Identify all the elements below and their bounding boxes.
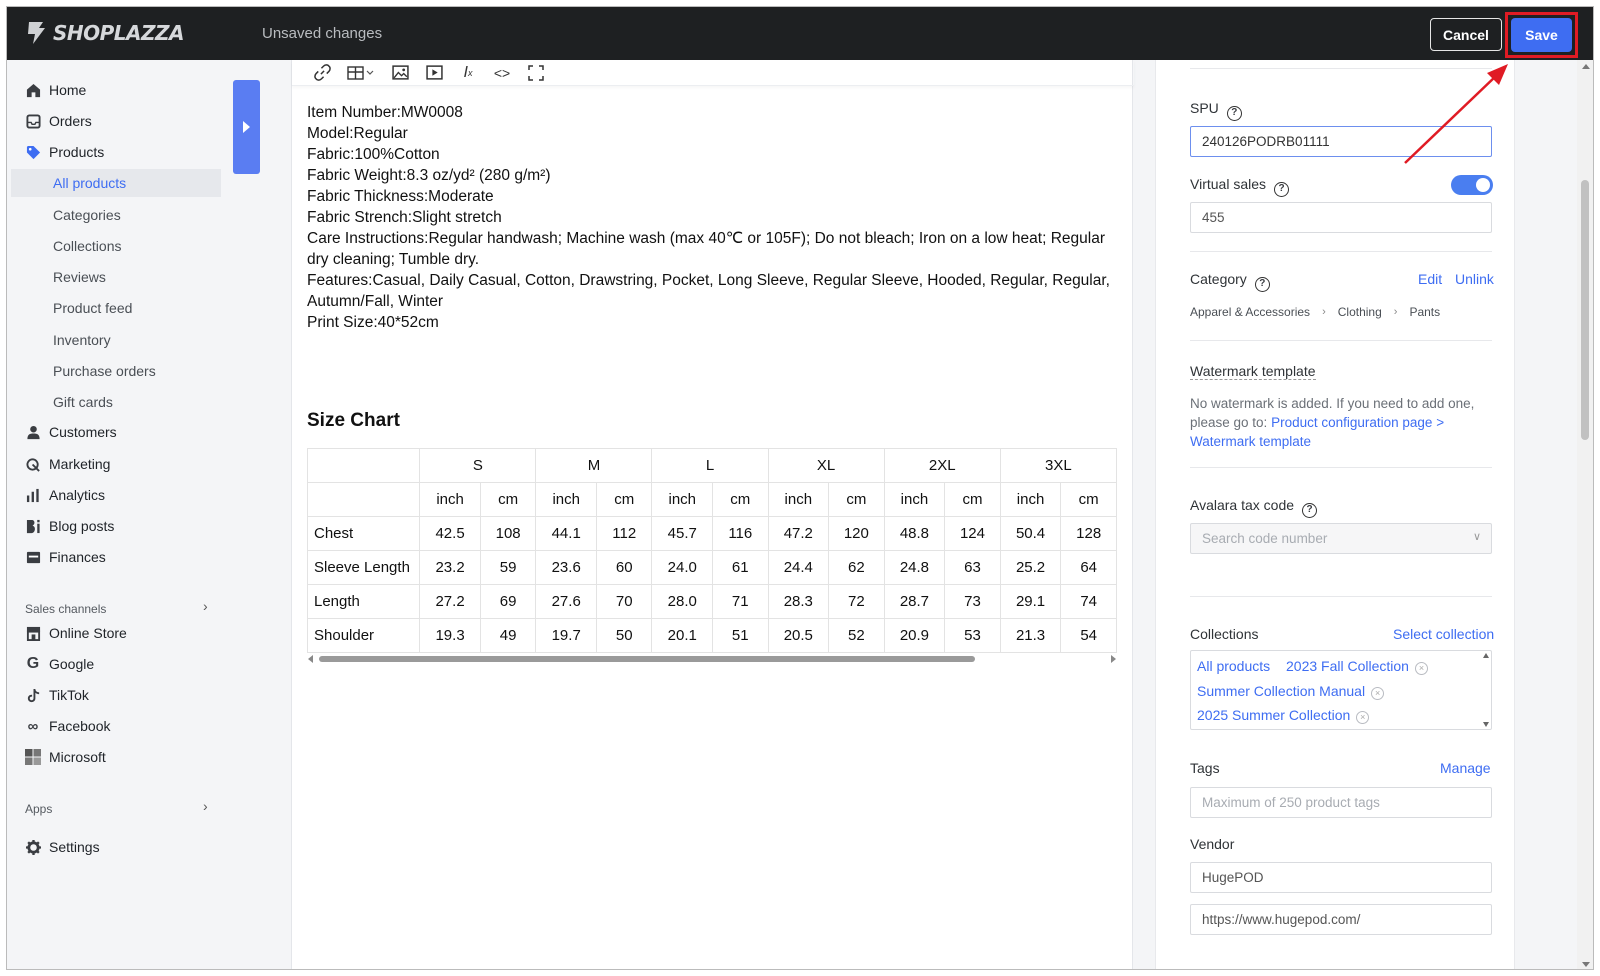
table-corner-cell bbox=[308, 449, 420, 483]
sidebar-subitem-purchase-orders[interactable]: Purchase orders bbox=[53, 363, 156, 379]
divider bbox=[1190, 68, 1492, 69]
description-line: Fabric:100%Cotton bbox=[307, 146, 440, 163]
size-header-cell: 3XL bbox=[1000, 449, 1116, 483]
product-details-panel bbox=[1155, 60, 1515, 970]
save-button[interactable]: Save bbox=[1511, 18, 1572, 52]
spu-input[interactable]: 240126PODRB01111 bbox=[1190, 126, 1492, 157]
measurement-value-cell: 25.2 bbox=[1000, 551, 1061, 585]
tags-input[interactable]: Maximum of 250 product tags bbox=[1190, 787, 1492, 818]
top-bar bbox=[7, 7, 1594, 60]
size-chart-table bbox=[307, 448, 1117, 653]
chevron-down-icon: ∨ bbox=[1472, 531, 1481, 543]
home-icon bbox=[25, 82, 41, 98]
sidebar-subitem-reviews[interactable]: Reviews bbox=[53, 269, 106, 285]
unit-header-cell: cm bbox=[480, 483, 536, 517]
rich-text-editor[interactable] bbox=[291, 60, 1133, 970]
avalara-placeholder: Search code number bbox=[1202, 531, 1328, 546]
measurement-value-cell: 28.3 bbox=[768, 585, 829, 619]
description-line: Features:Casual, Daily Casual, Cotton, Drawstring, Pocket, Long Sleeve, Regular Sleeve, Hooded, Regular, Regular, Autumn/Fall, Winter bbox=[307, 272, 1110, 310]
measurement-value-cell: 51 bbox=[713, 619, 769, 653]
unit-header-cell: cm bbox=[596, 483, 652, 517]
toggle-knob bbox=[1476, 178, 1490, 192]
shoplazza-logo-icon bbox=[25, 20, 47, 46]
measurement-value-cell: 21.3 bbox=[1000, 619, 1061, 653]
scroll-up-arrow-icon[interactable] bbox=[1483, 653, 1489, 658]
measurement-value-cell: 24.4 bbox=[768, 551, 829, 585]
measurement-value-cell: 27.2 bbox=[420, 585, 481, 619]
link-icon[interactable] bbox=[312, 64, 332, 82]
measurement-value-cell: 59 bbox=[480, 551, 536, 585]
virtual-sales-input[interactable]: 455 bbox=[1190, 202, 1492, 233]
measurement-value-cell: 70 bbox=[596, 585, 652, 619]
help-icon[interactable]: ? bbox=[1274, 182, 1289, 197]
measurement-value-cell: 49 bbox=[480, 619, 536, 653]
divider bbox=[1190, 251, 1492, 252]
unit-header-cell: inch bbox=[1000, 483, 1061, 517]
measurement-value-cell: 50.4 bbox=[1000, 517, 1061, 551]
sidebar-subitem-all-products[interactable]: All products bbox=[11, 169, 221, 197]
help-icon[interactable]: ? bbox=[1302, 503, 1317, 518]
description-line: Item Number:MW0008 bbox=[307, 104, 463, 121]
measurement-value-cell: 52 bbox=[829, 619, 885, 653]
help-icon[interactable]: ? bbox=[1255, 277, 1270, 292]
description-line: Fabric Weight:8.3 oz/yd² (280 g/m²) bbox=[307, 167, 551, 184]
unit-header-cell: cm bbox=[713, 483, 769, 517]
collection-chip[interactable]: 2023 Fall Collection × bbox=[1286, 658, 1428, 675]
microsoft-icon bbox=[25, 749, 41, 765]
right-gutter bbox=[1515, 60, 1575, 970]
measurement-label-cell: Sleeve Length bbox=[308, 551, 420, 585]
table-row bbox=[308, 619, 1117, 653]
meta-icon: ∞ bbox=[27, 717, 39, 735]
measurement-value-cell: 23.2 bbox=[420, 551, 481, 585]
chevron-right-icon: › bbox=[1393, 306, 1398, 318]
chevron-right-icon: › bbox=[1322, 306, 1326, 318]
divider bbox=[1190, 467, 1492, 468]
measurement-label-cell: Chest bbox=[308, 517, 420, 551]
help-icon[interactable]: ? bbox=[1227, 106, 1242, 121]
measurement-label-cell: Shoulder bbox=[308, 619, 420, 653]
measurement-label-cell: Length bbox=[308, 585, 420, 619]
avalara-label: Avalara tax code bbox=[1190, 497, 1295, 513]
measurement-value-cell: 20.1 bbox=[652, 619, 713, 653]
size-header-cell: L bbox=[652, 449, 768, 483]
sidebar-item-marketing[interactable]: Marketing bbox=[7, 450, 233, 478]
size-header-cell: M bbox=[536, 449, 652, 483]
size-header-cell: 2XL bbox=[884, 449, 1000, 483]
remove-icon[interactable]: × bbox=[1371, 687, 1384, 700]
logo-text: SHOPLAZZA bbox=[53, 21, 185, 45]
unit-header-cell: inch bbox=[652, 483, 713, 517]
code-icon[interactable]: <> bbox=[493, 64, 511, 81]
description-line: Fabric Thickness:Moderate bbox=[307, 188, 494, 205]
person-icon bbox=[25, 424, 41, 440]
sidebar-item-orders[interactable]: Orders bbox=[7, 107, 233, 135]
table-row bbox=[308, 585, 1117, 619]
measurement-value-cell: 61 bbox=[713, 551, 769, 585]
measurement-value-cell: 24.8 bbox=[884, 551, 945, 585]
sidebar-item-tiktok[interactable]: TikTok bbox=[7, 681, 233, 709]
spu-label-row bbox=[1190, 100, 1242, 121]
chevron-right-icon[interactable]: › bbox=[203, 798, 208, 814]
measurement-value-cell: 24.0 bbox=[652, 551, 713, 585]
category-breadcrumb bbox=[1190, 305, 1440, 319]
table-corner-cell bbox=[308, 483, 420, 517]
measurement-value-cell: 48.8 bbox=[884, 517, 945, 551]
category-crumb: Clothing bbox=[1337, 305, 1382, 319]
measurement-value-cell: 128 bbox=[1061, 517, 1117, 551]
inbox-icon bbox=[25, 113, 41, 129]
category-label-row bbox=[1190, 271, 1270, 292]
apps-label: Apps bbox=[25, 802, 53, 816]
sidebar-item-online-store[interactable]: Online Store bbox=[7, 619, 233, 647]
measurement-value-cell: 19.3 bbox=[420, 619, 481, 653]
bank-icon bbox=[25, 549, 41, 565]
sidebar-item-customers[interactable]: Customers bbox=[7, 418, 233, 446]
measurement-value-cell: 53 bbox=[945, 619, 1001, 653]
measurement-value-cell: 62 bbox=[829, 551, 885, 585]
sidebar-item-facebook[interactable]: ∞ Facebook bbox=[7, 712, 233, 740]
scrollbar-thumb[interactable] bbox=[1581, 180, 1589, 440]
collections-label: Collections bbox=[1190, 626, 1259, 642]
unit-header-cell: cm bbox=[1061, 483, 1117, 517]
collection-chip[interactable]: 2025 Summer Collection × bbox=[1197, 707, 1369, 724]
measurement-value-cell: 69 bbox=[480, 585, 536, 619]
unit-header-row bbox=[308, 483, 1117, 517]
product-description[interactable] bbox=[307, 102, 1122, 333]
category-crumb: Pants bbox=[1409, 305, 1441, 319]
measurement-value-cell: 108 bbox=[480, 517, 536, 551]
measurement-value-cell: 28.7 bbox=[884, 585, 945, 619]
size-header-cell: XL bbox=[768, 449, 884, 483]
measurement-value-cell: 50 bbox=[596, 619, 652, 653]
description-line: Fabric Strench:Slight stretch bbox=[307, 209, 502, 226]
measurement-value-cell: 64 bbox=[1061, 551, 1117, 585]
measurement-value-cell: 60 bbox=[596, 551, 652, 585]
scrollbar-thumb[interactable] bbox=[319, 656, 975, 662]
measurement-value-cell: 47.2 bbox=[768, 517, 829, 551]
measurement-value-cell: 54 bbox=[1061, 619, 1117, 653]
measurement-value-cell: 20.9 bbox=[884, 619, 945, 653]
scroll-left-arrow-icon[interactable] bbox=[308, 655, 313, 663]
collection-chip[interactable]: Summer Collection Manual × bbox=[1197, 683, 1384, 700]
sidebar-item-google[interactable]: G Google bbox=[26, 655, 95, 672]
watermark-text: No watermark is added. If you need to add one, please go to: bbox=[1190, 396, 1475, 430]
select-collection-link[interactable]: Select collection bbox=[1393, 626, 1495, 642]
virtual-sales-label-row bbox=[1190, 176, 1289, 197]
category-crumb: Apparel & Accessories bbox=[1190, 305, 1311, 319]
sidebar-subitem-gift-cards[interactable]: Gift cards bbox=[53, 394, 113, 410]
scroll-down-arrow-icon[interactable] bbox=[1483, 722, 1489, 727]
unit-header-cell: inch bbox=[768, 483, 829, 517]
size-chart-scroll-container[interactable] bbox=[307, 448, 1117, 654]
sidebar-item-home[interactable]: Home bbox=[7, 76, 233, 104]
fullscreen-icon[interactable] bbox=[526, 64, 546, 82]
watermark-label: Watermark template bbox=[1190, 363, 1316, 379]
tiktok-icon bbox=[25, 687, 41, 703]
category-edit-link[interactable]: Edit bbox=[1418, 271, 1443, 287]
table-horizontal-scrollbar[interactable] bbox=[307, 654, 1117, 664]
watermark-info bbox=[1190, 394, 1490, 451]
clear-format-icon[interactable]: I x bbox=[463, 63, 473, 81]
measurement-value-cell: 112 bbox=[596, 517, 652, 551]
sidebar-item-microsoft[interactable]: Microsoft bbox=[7, 743, 233, 771]
measurement-value-cell: 72 bbox=[829, 585, 885, 619]
unit-header-cell: cm bbox=[829, 483, 885, 517]
avalara-tax-code-select[interactable] bbox=[1190, 523, 1492, 554]
scroll-down-arrow-icon[interactable] bbox=[1582, 962, 1590, 967]
unit-header-cell: inch bbox=[420, 483, 481, 517]
divider bbox=[1190, 596, 1492, 597]
tag-icon bbox=[25, 144, 41, 160]
measurement-value-cell: 28.0 bbox=[652, 585, 713, 619]
editor-area bbox=[271, 60, 1135, 970]
measurement-value-cell: 63 bbox=[945, 551, 1001, 585]
sidebar-item-finances[interactable]: Finances bbox=[7, 543, 233, 571]
measurement-value-cell: 20.5 bbox=[768, 619, 829, 653]
category-unlink-link[interactable]: Unlink bbox=[1455, 271, 1494, 287]
editor-toolbar bbox=[292, 60, 1134, 86]
collection-chip[interactable]: All products bbox=[1197, 658, 1271, 674]
unit-header-cell: inch bbox=[536, 483, 597, 517]
sidebar-subitem-inventory[interactable]: Inventory bbox=[53, 332, 111, 348]
measurement-value-cell: 19.7 bbox=[536, 619, 597, 653]
image-icon[interactable] bbox=[390, 64, 410, 82]
sidebar-subitem-product-feed[interactable]: Product feed bbox=[53, 300, 133, 316]
unit-header-cell: cm bbox=[945, 483, 1001, 517]
measurement-value-cell: 124 bbox=[945, 517, 1001, 551]
measurement-value-cell: 42.5 bbox=[420, 517, 481, 551]
description-line: Care Instructions:Regular handwash; Machine wash (max 40℃ or 105F); Do not bleach; Iron on a low heat; Regular dry cleaning; Tumble dry. bbox=[307, 230, 1105, 268]
remove-icon[interactable]: × bbox=[1356, 711, 1369, 724]
measurement-value-cell: 23.6 bbox=[536, 551, 597, 585]
description-line: Model:Regular bbox=[307, 125, 408, 142]
sidebar-subitem-categories[interactable]: Categories bbox=[53, 207, 121, 223]
sidebar-subitem-collections[interactable]: Collections bbox=[53, 238, 122, 254]
measurement-value-cell: 120 bbox=[829, 517, 885, 551]
measurement-value-cell: 27.6 bbox=[536, 585, 597, 619]
avalara-label-row bbox=[1190, 497, 1317, 518]
virtual-sales-label: Virtual sales bbox=[1190, 176, 1267, 192]
table-row bbox=[308, 517, 1117, 551]
size-chart-title: Size Chart bbox=[307, 410, 400, 431]
measurement-value-cell: 29.1 bbox=[1000, 585, 1061, 619]
measurement-value-cell: 116 bbox=[713, 517, 769, 551]
scroll-up-arrow-icon[interactable] bbox=[1582, 64, 1590, 69]
watermark-config-link[interactable]: Product configuration page > Watermark template bbox=[1190, 415, 1445, 449]
sales-channels-label: Sales channels bbox=[25, 602, 107, 616]
manage-tags-link[interactable]: Manage bbox=[1440, 760, 1491, 776]
chevron-right-icon[interactable]: › bbox=[203, 598, 208, 614]
unit-header-cell: inch bbox=[884, 483, 945, 517]
collections-box[interactable] bbox=[1190, 650, 1492, 730]
measurement-value-cell: 74 bbox=[1061, 585, 1117, 619]
divider bbox=[1190, 340, 1492, 341]
sidebar-item-settings[interactable]: Settings bbox=[7, 833, 233, 861]
unsaved-changes-label: Unsaved changes bbox=[262, 25, 383, 42]
measurement-value-cell: 71 bbox=[713, 585, 769, 619]
spu-label: SPU bbox=[1190, 100, 1219, 116]
size-header-cell: S bbox=[420, 449, 536, 483]
store-icon bbox=[25, 625, 41, 641]
table-icon[interactable] bbox=[346, 64, 376, 82]
page-vertical-scrollbar[interactable] bbox=[1577, 60, 1594, 970]
bar-chart-icon bbox=[25, 487, 41, 503]
scroll-right-arrow-icon[interactable] bbox=[1111, 655, 1116, 663]
collapse-toggle[interactable] bbox=[233, 80, 260, 174]
chevron-right-icon bbox=[243, 121, 250, 133]
app-window bbox=[6, 6, 1594, 970]
megaphone-icon bbox=[25, 456, 41, 472]
remove-icon[interactable]: × bbox=[1415, 662, 1428, 675]
table-row bbox=[308, 551, 1117, 585]
size-header-row bbox=[308, 449, 1117, 483]
vendor-url-input[interactable]: https://www.hugepod.com/ bbox=[1190, 904, 1492, 935]
google-icon: G bbox=[26, 655, 40, 672]
vendor-input[interactable]: HugePOD bbox=[1190, 862, 1492, 893]
sidebar-item-products[interactable]: Products bbox=[7, 138, 233, 166]
shoplazza-logo[interactable] bbox=[25, 20, 184, 46]
category-label: Category bbox=[1190, 271, 1247, 287]
gear-icon bbox=[25, 839, 41, 855]
tags-label: Tags bbox=[1190, 760, 1220, 776]
measurement-value-cell: 44.1 bbox=[536, 517, 597, 551]
sidebar-item-analytics[interactable]: Analytics bbox=[7, 481, 233, 509]
blog-icon bbox=[25, 518, 41, 534]
measurement-value-cell: 73 bbox=[945, 585, 1001, 619]
description-line: Print Size:40*52cm bbox=[307, 314, 439, 331]
sidebar-item-blog-posts[interactable]: Blog posts bbox=[7, 512, 233, 540]
cancel-button[interactable]: Cancel bbox=[1430, 18, 1502, 51]
measurement-value-cell: 45.7 bbox=[652, 517, 713, 551]
video-icon[interactable] bbox=[424, 64, 444, 82]
virtual-sales-toggle[interactable] bbox=[1451, 175, 1493, 195]
vendor-label: Vendor bbox=[1190, 836, 1235, 852]
sidebar bbox=[7, 60, 233, 970]
